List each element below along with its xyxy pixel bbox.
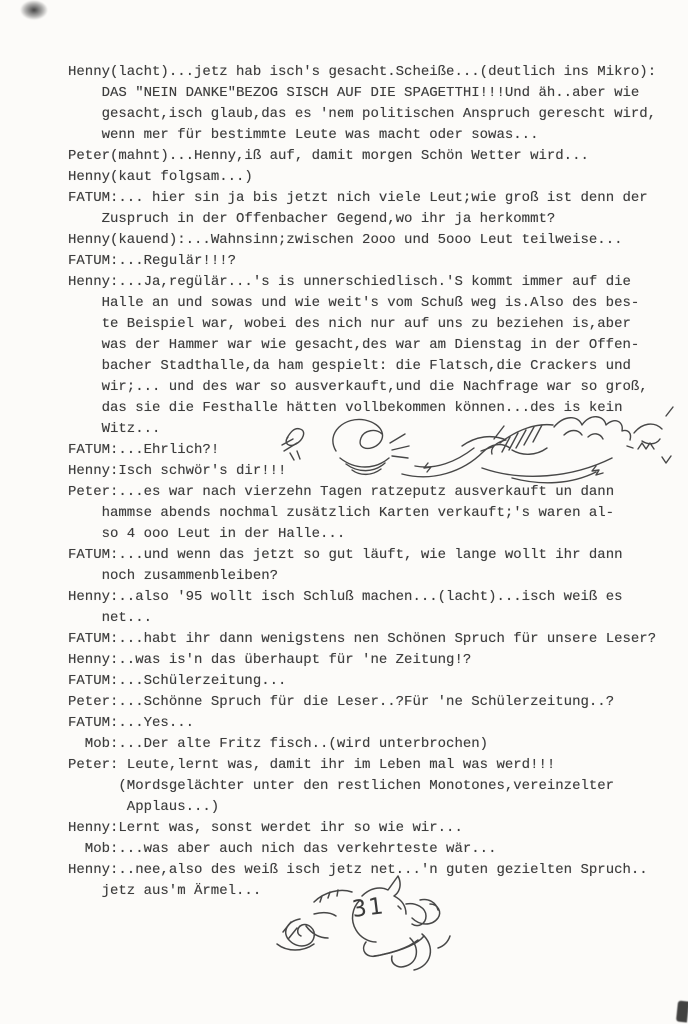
transcript-line: FATUM:...habt ihr dann wenigstens nen Schönen Spruch für unsere Leser? [68, 631, 657, 647]
transcript-line: net... [101, 610, 153, 626]
transcript-line: Witz... [101, 421, 161, 437]
transcript-line: FATUM:...Regulär!!!? [68, 253, 237, 269]
transcript-line: das sie die Festhalle hätten vollbekommen können...des is kein [101, 400, 623, 416]
transcript-line: Henny(kaut folgsam...) [68, 169, 253, 185]
transcript-line: Henny:..nee,also des weiß isch jetz net...'n guten gezielten Spruch.. [68, 862, 648, 878]
transcript-line: Peter: Leute,lernt was, damit ihr im Leben mal was werd!!! [68, 757, 556, 773]
transcript-line: was der Hammer war wie gesacht,des war am Dienstag in der Offen- [101, 337, 640, 353]
transcript-line: jetz aus'm Ärmel... [101, 883, 262, 899]
transcript-line: Peter:...es war nach vierzehn Tagen ratzeputz ausverkauft un dann [68, 484, 615, 500]
page-number: 31 [350, 893, 387, 923]
transcript-line: FATUM:... hier sin ja bis jetzt nich viele Leut;wie groß ist denn der [68, 190, 648, 206]
transcript-line: gesacht,isch glaub,das es 'nem politischen Anspruch gerescht wird, [101, 106, 657, 122]
transcript-line: so 4 ooo Leut in der Halle... [101, 526, 346, 542]
transcript-line: noch zusammenbleiben? [101, 568, 279, 584]
transcript-line: FATUM:...Ehrlich?! [68, 442, 220, 458]
transcript-line: Henny(kauend):...Wahnsinn;zwischen 2ooo und 5ooo Leut teilweise... [68, 232, 623, 248]
transcript-line: Zuspruch in der Offenbacher Gegend,wo ihr ja herkommt? [101, 211, 556, 227]
transcript-line: Henny:Isch schwör's dir!!! [68, 463, 287, 479]
transcript-line: Henny:..was is'n das überhaupt für 'ne Zeitung!? [68, 652, 472, 668]
transcript-line: Henny:...Ja,regülär...'s is unnerschiedlisch.'S kommt immer auf die [68, 274, 631, 290]
transcript-line: Peter:...Schönne Spruch für die Leser..?Für 'ne Schülerzeitung..? [68, 694, 615, 710]
transcript-line: bacher Stadthalle,da ham gespielt: die Flatsch,die Crackers und [101, 358, 631, 374]
transcript-line: wenn mer für bestimmte Leute was macht oder sowas... [101, 127, 539, 143]
transcript-line: te Beispiel war, wobei des nich nur auf uns zu beziehen is,aber [101, 316, 631, 332]
transcript-line: DAS "NEIN DANKE"BEZOG SISCH AUF DIE SPAGETTHI!!!Und äh..aber wie [101, 85, 640, 101]
transcript-line: Halle an und sowas und wie weit's vom Schuß weg is.Also des bes- [101, 295, 640, 311]
transcript-line: FATUM:...Schülerzeitung... [68, 673, 287, 689]
transcript-line: Applaus...) [126, 799, 220, 815]
transcript-line: FATUM:...und wenn das jetzt so gut läuft, wie lange wollt ihr dann [68, 547, 623, 563]
transcript-line: FATUM:...Yes... [68, 715, 195, 731]
transcript-line: (Mordsgelächter unter den restlichen Monotones,vereinzelter [118, 778, 615, 794]
transcript-line: Mob:...was aber auch nich das verkehrteste wär... [84, 841, 497, 857]
scan-smudge-top-left [20, 0, 48, 20]
transcript-line: wir;... und des war so ausverkauft,und die Nachfrage war so groß, [101, 379, 648, 395]
transcript-line: hammse abends nochmal zusätzlich Karten verkauft;'s waren al- [101, 505, 615, 521]
transcript-line: Henny:..also '95 wollt isch Schluß machen...(lacht)...isch weiß es [68, 589, 623, 605]
transcript-line: Mob:...Der alte Fritz fisch..(wird unterbrochen) [84, 736, 489, 752]
transcript-line: Henny:Lernt was, sonst werdet ihr so wie wir... [68, 820, 463, 836]
scan-smudge-bottom-right [676, 1000, 688, 1022]
interview-transcript [68, 62, 680, 902]
transcript-line: Henny(lacht)...jetz hab isch's gesacht.Scheiße...(deutlich ins Mikro): [68, 64, 657, 80]
transcript-line: Peter(mahnt)...Henny,iß auf, damit morgen Schön Wetter wird... [68, 148, 589, 164]
